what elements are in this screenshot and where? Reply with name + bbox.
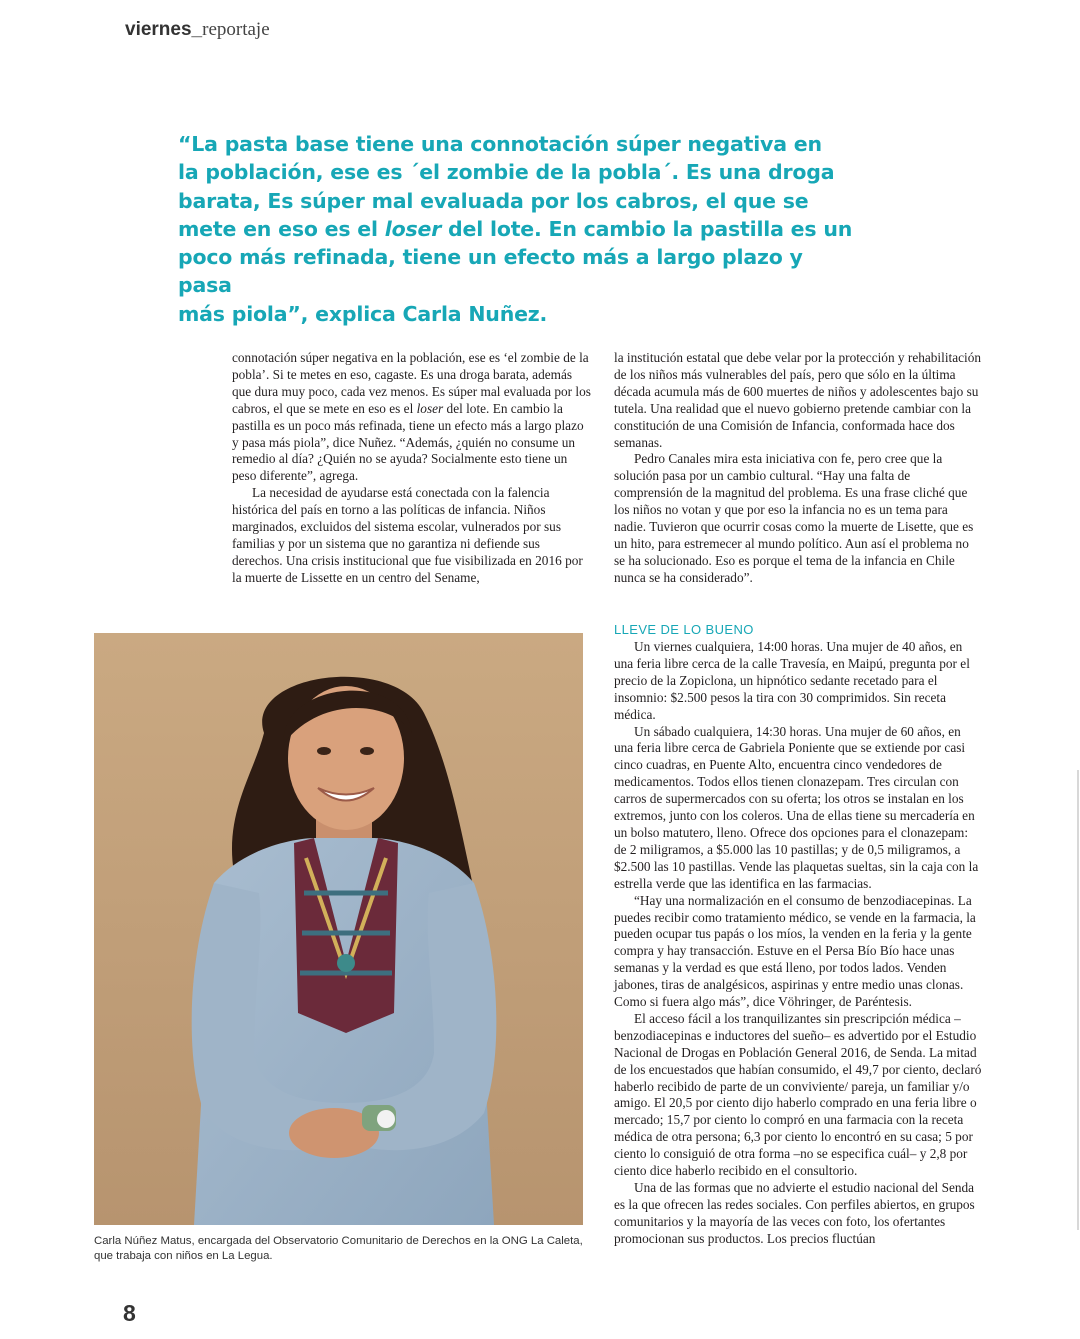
pull-quote-line: barata, Es súper mal evaluada por los cabros, el que se <box>178 188 809 213</box>
pull-quote-line: más piola”, explica Carla Nuñez. <box>178 301 548 326</box>
paragraph: Pedro Canales mira esta iniciativa con fe, pero cree que la solución pasa por un cambio cultural. “Hay una falta de comprensión de la magnitud del problema. Es una frase cliché que los niños no votan y que por eso la infancia no es un tema para nadie. Tuvieron que ocurrir cosas como la muerte de Lisette, que es un hito, para estremecer al mundo político. Aun así el problema no se ha solucionado. Eso es porque el tema de la infancia en Chile nunca se ha considerado”. <box>614 451 974 585</box>
page-edge-divider <box>1077 770 1079 1230</box>
pull-quote-line <box>178 215 858 243</box>
paragraph: La necesidad de ayudarse está conectada con la falencia histórica del país en torno a las políticas de infancia. Niños marginados, excluidos del sistema escolar, vulnerados por sus familias y por un sistema que no garantiza ni defiende sus derechos. Una crisis institucional que fue visibilizada en 2016 por la muerte de Lissette en un centro del Sename, <box>232 485 583 585</box>
paragraph: “Hay una normalización en el consumo de benzodiacepinas. La puedes recibir como tratamiento médico, se vende en la farmacia, la pueden ocupar tus papás o los míos, la venden en la feria y la gente compra y hay transacción. Estuve en el Persa Bío Bío hace unas semanas y la verdad es que está lleno, por todos lados. Venden jabones, tiras de analgésicos, aspirinas y entre medio unas clonas. Como si fuera algo más”, dice Vöhringer, de Paréntesis. <box>614 892 976 1010</box>
portrait-photo <box>94 633 583 1225</box>
pull-quote-emphasis: loser <box>384 216 442 241</box>
portrait-illustration <box>94 633 583 1225</box>
article-column-3 <box>614 621 982 1248</box>
pull-quote-line: poco más refinada, tiene un efecto más a largo plazo y pasa <box>178 245 803 298</box>
paragraph: Un sábado cualquiera, 14:30 horas. Una mujer de 60 años, en una feria libre cerca de Gabriela Poniente que se extiende por casi cinco cuadras, en Puente Alto, encuentra cinco vendedores de medicamentos. Todos ellos tienen clonazepam. Tres circulan con carros de supermercados con su oferta; los otros se instalan en los extremos, junto con los coleros. Una de ellas tiene su mercadería en un bolso matutero, lleno. Ofrece dos opciones para el clonazepam: de 2 miligramos, a $5.000 las 10 pastillas; y de 0,5 miligramos, a $2.500 las 10 pastillas. Vende las plaquetas sueltas, sin la caja con la estrella verde que las identifica en las farmacias. <box>614 723 979 891</box>
paragraph-text: del lote. En cambio la pastilla es un poco más refinada, tiene un efecto más a largo plazo y pasa más piola”, dice Nuñez. “Además, ¿quién no consume un remedio al día? ¿Quién no se ayuda? Socialmente esto tiene un peso diferente”, agrega. <box>232 400 584 484</box>
paragraph: Un viernes cualquiera, 14:00 horas. Una mujer de 40 años, en una feria libre cerca de la calle Travesía, en Maipú, pregunta por el precio de la Zopiclona, un hipnótico sedante recetado para el insomnio: $2.500 pesos la tira con 30 comprimidos. Sin receta médica. <box>614 639 970 722</box>
paragraph-text: connotación súper negativa en la población, ese es ‘el zombie de la pobla’. Si te metes en eso, cagaste. Es una droga barata, además que dura muy poco, cada vez menos. Es súper mal evaluada por los cabros, el que se mete en eso es el <box>232 350 591 416</box>
section-header <box>125 18 270 42</box>
section-name: viernes_ <box>125 19 203 40</box>
subheading: LLEVE DE LO BUENO <box>614 622 754 637</box>
paragraph-emphasis: loser <box>416 400 444 416</box>
article-column-2 <box>614 350 982 587</box>
paragraph <box>232 350 592 485</box>
paragraph: El acceso fácil a los tranquilizantes sin prescripción médica –benzodiacepinas e inductores del sueño– es advertido por el Estudio Nacional de Drogas en Población General 2016, de Senda. La mitad de los encuestados que habían consumido, el 49,7 por ciento, declaró haberlo recibido de parte de un conviviente/ pareja, un familiar y/o amigo. El 20,5 por ciento dijo haberlo comprado en una feria libre o mercado; 15,7 por ciento lo compró en una farmacia con la receta médica de otra persona; 6,3 por ciento lo encontró en su casa; 5 por ciento lo consiguió de otra forma –no se especifica cuál– y 2,8 por ciento dice haberlo recibido en el consultorio. <box>614 1010 982 1179</box>
pull-quote-line: “La pasta base tiene una connotación súper negativa en <box>178 132 822 156</box>
article-column-1 <box>232 350 592 587</box>
photo-caption: Carla Núñez Matus, encargada del Observatorio Comunitario de Derechos en la ONG La Caleta, que trabaja con niños en La Legua. <box>94 1235 583 1262</box>
pull-quote-text: mete en eso es el <box>178 216 385 241</box>
pull-quote <box>178 130 858 328</box>
page-number: 8 <box>123 1300 136 1326</box>
pull-quote-text: del lote. En cambio la pastilla es un <box>441 216 853 241</box>
paragraph: Una de las formas que no advierte el estudio nacional del Senda es la que ofrecen las redes sociales. Con perfiles abiertos, en grupos comunitarios y la mayoría de las veces con foto, los ofertantes promocionan sus productos. Los precios fluctúan <box>614 1180 975 1246</box>
subsection-name: reportaje <box>202 19 270 40</box>
paragraph: la institución estatal que debe velar por la protección y rehabilitación de los niños más vulnerables del país, pero que sólo en la última década acumula más de 600 muertes de niños y adolescentes bajo su tutela. Una realidad que el nuevo gobierno pretende cambiar con la constitución de una Comisión de Infancia, conformada hace dos semanas. <box>614 350 982 450</box>
pull-quote-line: la población, ese es ´el zombie de la pobla´. Es una droga <box>178 160 835 185</box>
